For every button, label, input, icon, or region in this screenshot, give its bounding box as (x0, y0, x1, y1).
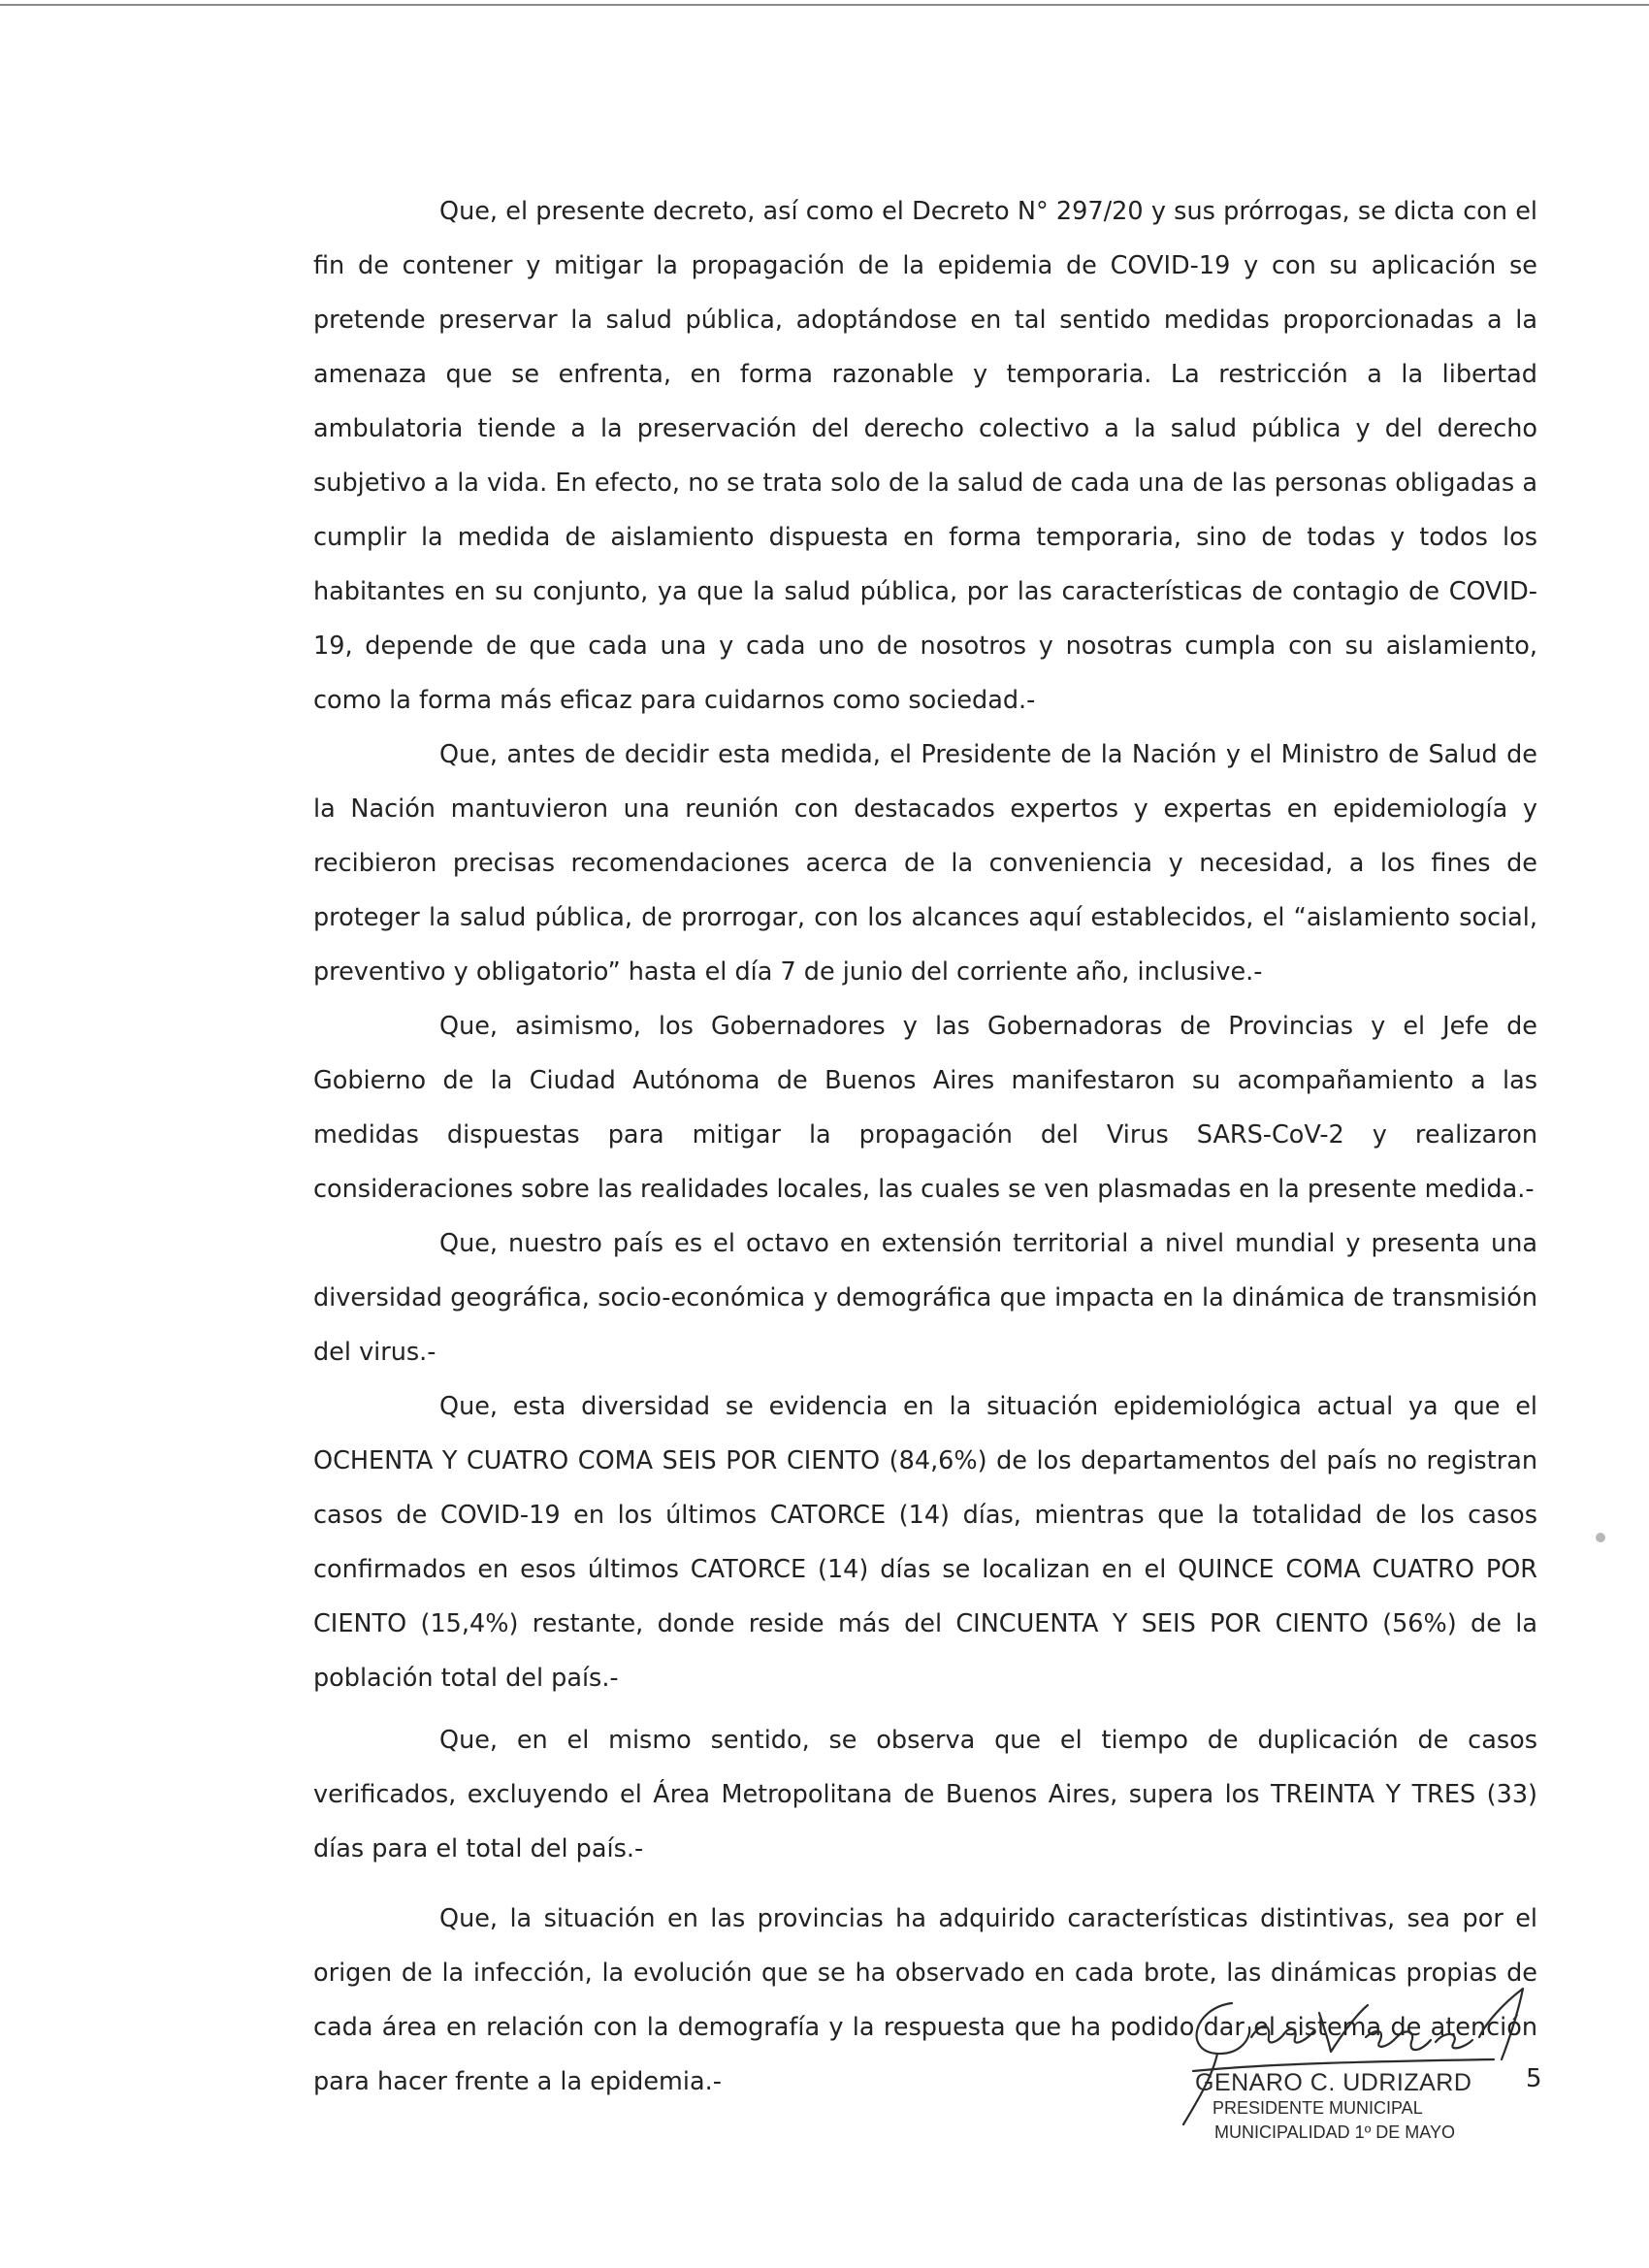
scan-speck (1596, 1533, 1605, 1542)
page-number: 5 (1526, 2064, 1542, 2093)
signature-stamp (1125, 1984, 1552, 2142)
paragraph-4: Que, nuestro país es el octavo en extensión territorial a nivel mundial y presenta una diversidad geográfica, socio-económica y demográfica que impacta en la dinámica de transmisión del virus.- (313, 1229, 1537, 1367)
signatory-organization: MUNICIPALIDAD 1º DE MAYO (1214, 2122, 1455, 2142)
scan-top-edge (0, 4, 1649, 6)
paragraph-2: Que, antes de decidir esta medida, el Presidente de la Nación y el Ministro de Salud de la Nación mantuvieron una reunión con destacados expertos y expertas en epidemiología y recibieron precisas recomendaciones acerca de la conveniencia y necesidad, a los fines de proteger la salud pública, de prorrogar, con los alcances aquí establecidos, el “aislamiento social, preventivo y obligatorio” hasta el día 7 de junio del corriente año, inclusive.- (313, 740, 1537, 987)
paragraph-1: Que, el presente decreto, así como el Decreto N° 297/20 y sus prórrogas, se dicta con el fin de contener y mitigar la propagación de la epidemia de COVID-19 y con su aplicación se pretende preservar la salud pública, adoptándose en tal sentido medidas proporcionadas a la amenaza que se enfrenta, en forma razonable y temporaria. La restricción a la libertad ambulatoria tiende a la preservación del derecho colectivo a la salud pública y del derecho subjetivo a la vida. En efecto, no se trata solo de la salud de cada una de las personas obligadas a cumplir la medida de aislamiento dispuesta en forma temporaria, sino de todas y todos los habitantes en su conjunto, ya que la salud pública, por las características de contagio de COVID-19, depende de que cada una y cada uno de nosotros y nosotras cumpla con su aislamiento, como la forma más eficaz para cuidarnos como sociedad.- (313, 197, 1537, 715)
signatory-name: GENARO C. UDRIZARD (1195, 2069, 1472, 2096)
paragraph-6: Que, en el mismo sentido, se observa que el tiempo de duplicación de casos verificados, excluyendo el Área Metropolitana de Buenos Aires, supera los TREINTA Y TRES (33) días para el total del país.- (313, 1726, 1537, 1863)
signatory-title: PRESIDENTE MUNICIPAL (1212, 2098, 1423, 2118)
paragraph-7: Que, la situación en las provincias ha adquirido características distintivas, sea por el origen de la infección, la evolución que se ha observado en cada brote, las dinámicas propias de cada área en relación con la demografía y la respuesta que ha podido dar el sistema de atención para hacer frente a la epidemia.- (313, 1904, 1537, 2096)
paragraph-3: Que, asimismo, los Gobernadores y las Gobernadoras de Provincias y el Jefe de Gobierno de la Ciudad Autónoma de Buenos Aires manifestaron su acompañamiento a las medidas dispuestas para mitigar la propagación del Virus SARS-CoV-2 y realizaron consideraciones sobre las realidades locales, las cuales se ven plasmadas en la presente medida.- (313, 1012, 1537, 1204)
paragraph-5: Que, esta diversidad se evidencia en la situación epidemiológica actual ya que el OCHENTA Y CUATRO COMA SEIS POR CIENTO (84,6%) de los departamentos del país no registran casos de COVID-19 en los últimos CATORCE (14) días, mientras que la totalidad de los casos confirmados en esos últimos CATORCE (14) días se localizan en el QUINCE COMA CUATRO POR CIENTO (15,4%) restante, donde reside más del CINCUENTA Y SEIS POR CIENTO (56%) de la población total del país.- (313, 1392, 1537, 1693)
document-body (313, 184, 1537, 2109)
